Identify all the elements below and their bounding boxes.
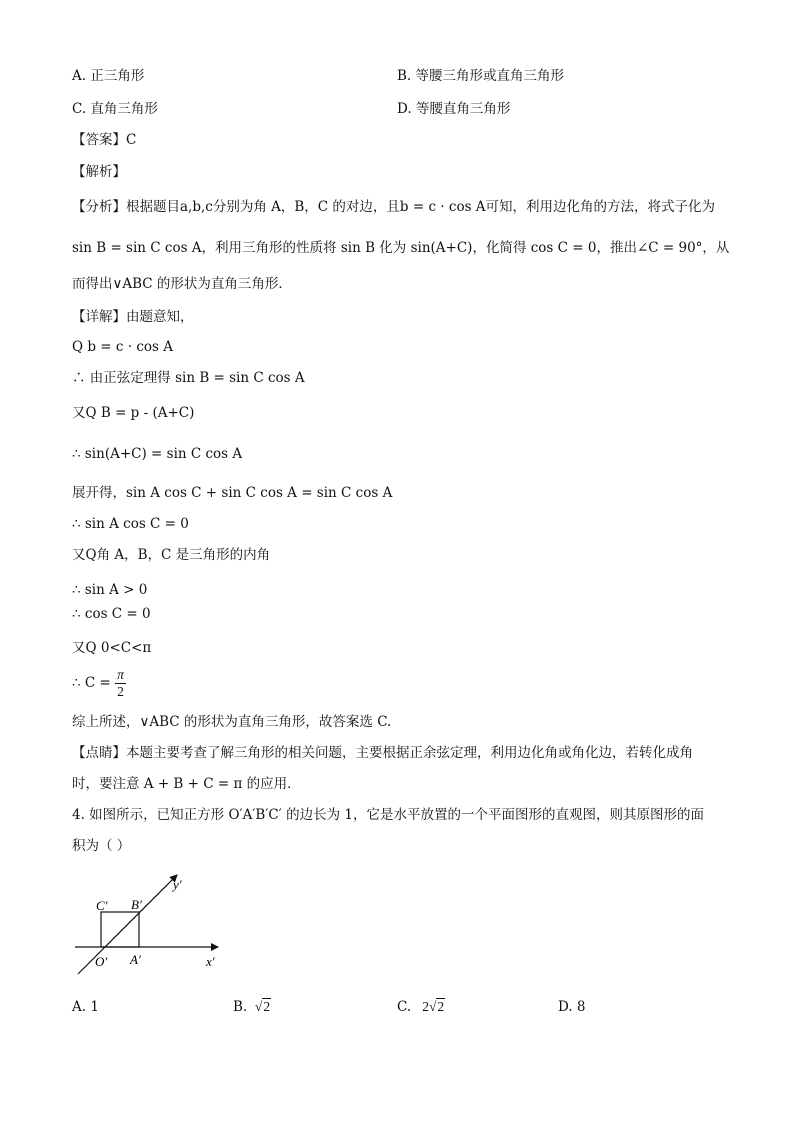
y-axis bbox=[78, 875, 177, 974]
option-c-prev: C. 直角三角形 bbox=[72, 101, 158, 117]
sqrt-coefficient: 2 bbox=[422, 999, 429, 1014]
label-a-prime: A′ bbox=[130, 952, 141, 967]
fenxi-line-1: 【分析】根据题目a,b,c分别为角 A，B，C 的对边，且b = c · cos A可知，利用边化角的方法，将式子化为 bbox=[72, 199, 716, 215]
square-o-a-b-c bbox=[101, 912, 139, 947]
detail-line-13: 综上所述，∨ABC 的形状为直角三角形，故答案选 C. bbox=[72, 714, 392, 730]
option-d-q4: D. 8 bbox=[558, 999, 586, 1015]
detail-line-11: 又Q 0<C<π bbox=[72, 640, 152, 656]
fraction-numerator: π bbox=[117, 667, 124, 682]
question-4-line-2: 积为（ ） bbox=[72, 838, 131, 854]
option-d-prev: D. 等腰直角三角形 bbox=[397, 101, 511, 117]
detail-line-4: 又Q B = p - (A+C) bbox=[72, 405, 195, 421]
dianjing-line-1: 【点睛】本题主要考查了解三角形的相关问题，主要根据正余弦定理，利用边化角或角化边，若转化成角 bbox=[72, 745, 693, 761]
option-c-q4 bbox=[397, 997, 445, 1017]
label-o-prime: O′ bbox=[95, 954, 108, 969]
dianjing-line-2: 时，要注意 A + B + C = π 的应用． bbox=[72, 776, 301, 792]
detail-line-12-prefix: ∴ C = bbox=[72, 675, 111, 691]
label-y-prime: y′ bbox=[173, 877, 182, 892]
option-b-q4 bbox=[233, 997, 271, 1017]
fenxi-line-3: 而得出∨ABC 的形状为直角三角形． bbox=[72, 276, 292, 292]
option-a-q4: A. 1 bbox=[72, 999, 99, 1015]
detail-line-12 bbox=[72, 666, 126, 700]
option-b-prev: B. 等腰三角形或直角三角形 bbox=[397, 68, 565, 84]
label-c-prime: C′ bbox=[96, 898, 108, 913]
detail-line-3: ∴ 由正弦定理得 sin B = sin C cos A bbox=[72, 370, 305, 386]
question-4-line-1: 4. 如图所示，已知正方形 O′A′B′C′ 的边长为 1，它是水平放置的一个平面图形的直观图，则其原图形的面 bbox=[72, 807, 704, 823]
pi-over-two-fraction bbox=[115, 667, 126, 700]
detail-line-7: ∴ sin A cos C = 0 bbox=[72, 516, 189, 532]
detail-line-5: ∴ sin(A+C) = sin C cos A bbox=[72, 446, 243, 462]
two-sqrt-two: 2√2 bbox=[422, 999, 445, 1014]
detail-line-8: 又Q角 A，B，C 是三角形的内角 bbox=[72, 547, 271, 563]
label-b-prime: B′ bbox=[131, 897, 142, 912]
sqrt-two: √2 bbox=[251, 999, 271, 1014]
detail-line-1: 【详解】由题意知， bbox=[72, 309, 194, 325]
detail-line-9: ∴ sin A > 0 bbox=[72, 582, 148, 598]
fraction-denominator: 2 bbox=[117, 684, 124, 699]
option-a-prev: A. 正三角形 bbox=[72, 68, 145, 84]
oblique-projection-figure bbox=[70, 870, 230, 980]
detail-line-10: ∴ cos C = 0 bbox=[72, 606, 151, 622]
analysis-heading: 【解析】 bbox=[72, 164, 126, 180]
sqrt-radicand: 2 bbox=[263, 999, 271, 1014]
detail-line-2: Q b = c · cos A bbox=[72, 339, 173, 355]
answer-line: 【答案】C bbox=[72, 132, 137, 148]
option-b-letter: B. bbox=[233, 999, 248, 1015]
sqrt-radicand-c: 2 bbox=[437, 999, 445, 1014]
label-x-prime: x′ bbox=[206, 954, 215, 969]
fenxi-line-2: sin B = sin C cos A，利用三角形的性质将 sin B 化为 sin(A+C)，化简得 cos C = 0，推出∠C = 90°，从 bbox=[72, 240, 730, 256]
option-c-letter: C. bbox=[397, 999, 412, 1015]
detail-line-6: 展开得，sin A cos C + sin C cos A = sin C cos A bbox=[72, 485, 393, 501]
